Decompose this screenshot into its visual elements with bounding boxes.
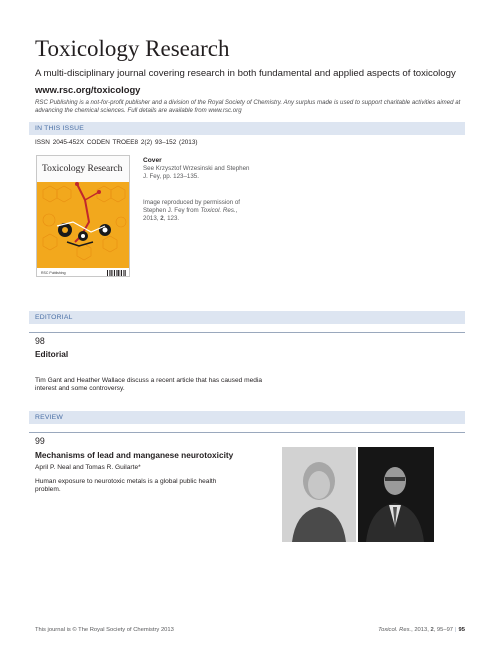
footer-separator: |: [455, 627, 457, 633]
cover-image[interactable]: [36, 155, 130, 277]
cover-artwork: [37, 182, 130, 268]
cover-permission: [143, 199, 253, 223]
footer-journal: Toxicol. Res.: [378, 627, 412, 633]
editorial-title[interactable]: Editorial: [35, 349, 69, 359]
cover-publisher: RSC Publishing: [41, 271, 66, 275]
permission-volume: 2: [160, 215, 164, 222]
section-band-editorial: EDITORIAL: [29, 311, 465, 324]
journal-title: Toxicology Research: [35, 36, 230, 61]
cover-footer: [37, 268, 130, 277]
author-photos: [282, 447, 434, 542]
cover-journal-title: Toxicology Research: [42, 164, 123, 174]
footer-pages: , 95–97: [433, 627, 454, 633]
barcode-icon: [107, 270, 127, 276]
permission-journal: Toxicol. Res.: [200, 207, 236, 214]
issn-line: ISSN 2045-452X CODEN TROEE8 2(2) 93–152 (2013): [35, 139, 198, 146]
review-rule: [29, 432, 465, 433]
section-band-review: REVIEW: [29, 411, 465, 424]
cover-reference: See Krzysztof Wrzesinski and Stephen J. Fey, pp. 123–135.: [143, 165, 250, 180]
footer-page-number: 95: [458, 627, 465, 633]
permission-text: Image reproduced by permission of Stephen J. Fey from: [143, 199, 240, 214]
cover-label: Cover: [143, 157, 162, 164]
permission-page: , 123.: [163, 215, 180, 222]
section-band-in-this-issue: IN THIS ISSUE: [29, 122, 465, 135]
cover-header: [37, 156, 130, 182]
publisher-disclaimer: RSC Publishing is a not-for-profit publisher and a division of the Royal Society of Chemistry. Any surplus made is used to support charitable activities aimed at advancing the chemical sciences. Full details are available from www.rsc.org: [35, 99, 461, 114]
editorial-summary: Tim Gant and Heather Wallace discuss a recent article that has caused media interest and some controversy.: [35, 377, 263, 393]
footer-copyright: This journal is © The Royal Society of Chemistry 2013: [35, 627, 174, 633]
journal-url[interactable]: www.rsc.org/toxicology: [35, 84, 141, 95]
review-summary: Human exposure to neurotoxic metals is a global public health problem.: [35, 478, 217, 494]
review-authors: April P. Neal and Tomas R. Guilarte*: [35, 464, 141, 471]
review-page-number[interactable]: 99: [35, 436, 45, 446]
footer-volume: 2: [430, 627, 434, 633]
editorial-rule: [29, 332, 465, 333]
journal-subtitle: A multi-disciplinary journal covering research in both fundamental and applied aspects of toxicology: [35, 68, 456, 79]
footer-year: , 2013,: [411, 627, 431, 633]
review-title[interactable]: Mechanisms of lead and manganese neurotoxicity: [35, 450, 234, 460]
footer-citation: [378, 627, 465, 633]
editorial-page-number[interactable]: 98: [35, 336, 45, 346]
permission-year: , 2013,: [143, 207, 238, 222]
